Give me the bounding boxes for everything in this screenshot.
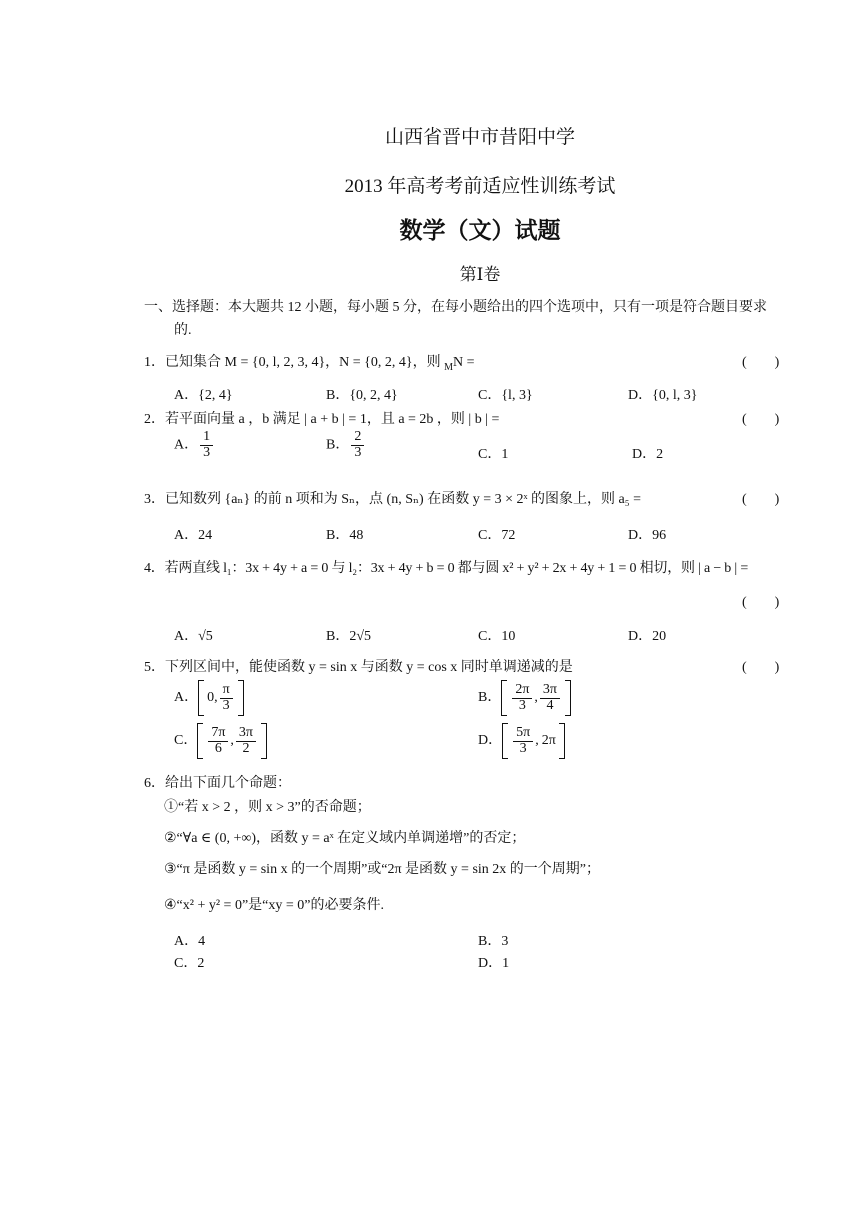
- q5-b-label: B．: [478, 690, 502, 706]
- question-6-stem: 6．给出下面几个命题：: [144, 776, 291, 791]
- q5-option-a: [174, 680, 244, 716]
- section-intro-cont: 的.: [174, 323, 192, 338]
- q5-d-comma: ,: [535, 733, 539, 748]
- question-3-stem: 3．已知数列 {aₙ} 的前 n 项和为 Sₙ，点 (n, Sₙ) 在函数 y = 3 × 2ˣ 的图象上，则 a₅ =: [144, 492, 642, 507]
- q5-d-num1: 5π: [513, 726, 533, 742]
- q2-option-d: D．2: [632, 447, 664, 462]
- q5-b-interval: [501, 680, 571, 716]
- q2-a-num: 1: [200, 430, 213, 446]
- q6-option-c: C．2: [174, 956, 205, 971]
- q2-b-num: 2: [351, 430, 364, 446]
- q5-a-interval: [198, 680, 244, 716]
- q1-option-b: B．{0, 2, 4}: [326, 388, 398, 403]
- q5-c-interval: [197, 723, 267, 759]
- q5-b-num1: 2π: [512, 683, 532, 699]
- q5-b-den2: 4: [546, 697, 554, 713]
- q5-c-num1: 7π: [208, 726, 228, 742]
- question-4-stem: 4．若两直线 l₁：3x + 4y + a = 0 与 l₂：3x + 4y + b = 0 都与圆 x² + y² + 2x + 4y + 1 = 0 相切，则 | a − b | =: [144, 561, 749, 576]
- q2-answer-blank: ( ): [742, 412, 780, 427]
- q3-option-b: B．48: [326, 528, 364, 543]
- q5-option-d: [478, 723, 565, 759]
- q4-option-c: C．10: [478, 629, 516, 644]
- school-title: 山西省晋中市昔阳中学: [384, 127, 575, 148]
- q2-b-fraction: [351, 430, 364, 460]
- q2-a-label: A．: [174, 437, 199, 453]
- q3-option-d: D．96: [628, 528, 667, 543]
- q5-option-b: [478, 680, 571, 716]
- q2-option-a: [174, 430, 215, 460]
- q5-a-den: 3: [222, 697, 230, 713]
- question-2-stem: 2．若平面向量 a ，b 满足 | a + b | = 1，且 a = 2b ，则 | b | =: [144, 412, 500, 427]
- q5-a-label: A．: [174, 690, 199, 706]
- section-intro: 一、选择题：本大题共 12 小题，每小题 5 分，在每小题给出的四个选项中，只有一项是符合题目要求: [144, 300, 767, 315]
- q2-a-fraction: [200, 430, 213, 460]
- subject-title: 数学（文）试题: [399, 218, 561, 244]
- q3-answer-blank: ( ): [742, 492, 780, 507]
- q5-b-num2: 3π: [540, 683, 560, 699]
- q1-text: 1．已知集合 M = {0, l, 2, 3, 4}，N = {0, 2, 4}，则: [144, 355, 445, 370]
- q5-b-den1: 3: [518, 697, 526, 713]
- q5-c-den1: 6: [214, 740, 222, 756]
- q2-option-b: [326, 430, 366, 460]
- q5-d-interval: [502, 723, 565, 759]
- q6-option-a: A．4: [174, 934, 206, 949]
- q5-d-den1: 3: [519, 740, 527, 756]
- volume-title: 第Ⅰ卷: [459, 265, 501, 284]
- q4-option-d: D．20: [628, 629, 667, 644]
- q6-option-b: B．3: [478, 934, 509, 949]
- q3-option-a: A．24: [174, 528, 213, 543]
- q1-option-d: D．{0, l, 3}: [628, 388, 698, 403]
- q1-text-tail: N =: [453, 355, 475, 370]
- q1-answer-blank: ( ): [742, 355, 780, 370]
- q5-d-label: D．: [478, 733, 503, 749]
- q1-option-a: A．{2, 4}: [174, 388, 233, 403]
- q5-a-left: 0,: [207, 690, 218, 705]
- q5-option-c: [174, 723, 267, 759]
- exam-title: 2013 年高考考前适应性训练考试: [344, 176, 616, 197]
- q5-c-label: C．: [174, 733, 198, 749]
- q6-proposition-4: ④“x² + y² = 0”是“xy = 0”的必要条件.: [164, 898, 384, 913]
- q6-proposition-3: ③“π 是函数 y = sin x 的一个周期”或“2π 是函数 y = sin 2x 的一个周期”；: [164, 862, 601, 877]
- q3-option-c: C．72: [478, 528, 516, 543]
- q5-d-right: 2π: [541, 733, 556, 748]
- q5-b-comma: ,: [534, 690, 538, 705]
- q2-b-label: B．: [326, 437, 350, 453]
- q5-c-comma: ,: [230, 733, 234, 748]
- q2-b-den: 3: [354, 444, 362, 460]
- q6-option-d: D．1: [478, 956, 510, 971]
- question-5-stem: 5．下列区间中，能使函数 y = sin x 与函数 y = cos x 同时单调递减的是: [144, 660, 573, 675]
- q5-c-num2: 3π: [236, 726, 256, 742]
- q6-proposition-1: ①“若 x > 2 ，则 x > 3”的否命题；: [164, 800, 371, 815]
- q4-option-a: A．√5: [174, 629, 213, 644]
- q4-option-b: B．2√5: [326, 629, 372, 644]
- q2-option-c: C．1: [478, 447, 509, 462]
- question-1-stem: [144, 351, 475, 373]
- q6-proposition-2: ②“∀a ∈ (0, +∞)，函数 y = aˣ 在定义域内单调递增”的否定；: [164, 831, 526, 846]
- q5-c-den2: 2: [242, 740, 250, 756]
- q2-a-den: 3: [203, 444, 211, 460]
- q5-answer-blank: ( ): [742, 660, 780, 675]
- q1-sub: M: [444, 361, 454, 373]
- q1-option-c: C．{l, 3}: [478, 388, 533, 403]
- q4-answer-blank: ( ): [742, 595, 780, 610]
- q5-a-num: π: [220, 683, 233, 699]
